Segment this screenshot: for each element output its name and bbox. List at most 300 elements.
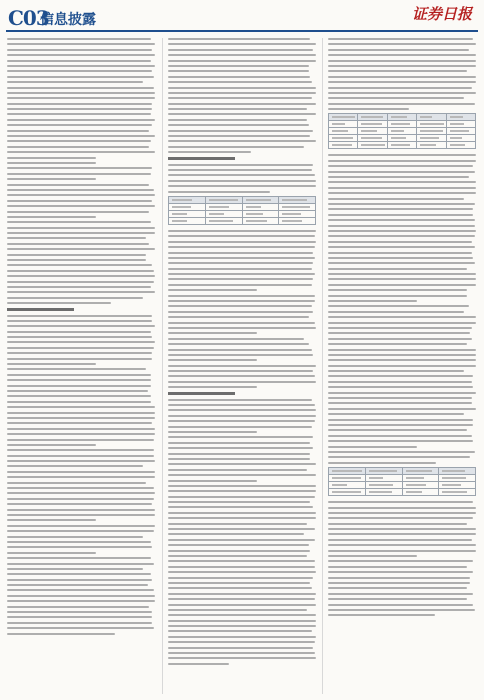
text-line <box>328 381 472 383</box>
table-cell <box>417 128 446 135</box>
data-table <box>328 113 476 149</box>
text-line <box>168 316 309 318</box>
text-line <box>7 302 111 304</box>
text-line <box>168 528 315 530</box>
text-line <box>7 167 152 169</box>
text-line <box>168 404 315 406</box>
text-line <box>168 343 309 345</box>
table-cell <box>365 482 402 489</box>
text-line <box>7 124 152 126</box>
text-line <box>7 579 152 581</box>
text-line <box>328 408 476 410</box>
table-cell <box>402 489 439 496</box>
text-line <box>328 550 476 552</box>
text-line <box>7 557 151 559</box>
text-line <box>328 451 475 453</box>
text-line <box>7 97 155 99</box>
text-line <box>168 381 316 383</box>
text-line <box>168 252 313 254</box>
text-line <box>328 268 467 270</box>
table-cell <box>387 135 416 142</box>
text-line <box>168 614 316 616</box>
text-line <box>328 181 476 183</box>
text-line <box>328 60 476 62</box>
table-cell <box>439 482 476 489</box>
table-cell <box>446 128 475 135</box>
text-line <box>7 568 143 570</box>
text-line <box>7 395 151 397</box>
text-line <box>168 65 309 67</box>
text-line <box>7 135 155 137</box>
text-line <box>7 487 154 489</box>
text-line <box>328 517 473 519</box>
text-line <box>328 235 475 237</box>
text-line <box>328 230 476 232</box>
text-line <box>328 160 476 162</box>
text-line <box>7 358 152 360</box>
table-cell <box>169 196 206 203</box>
table-cell <box>387 128 416 135</box>
table-cell <box>279 203 316 210</box>
page-number: C03 <box>8 6 49 30</box>
table-row <box>329 142 476 149</box>
text-line <box>7 428 155 430</box>
table-cell <box>387 121 416 128</box>
text-line <box>328 203 475 205</box>
text-line <box>7 194 155 196</box>
table-row <box>169 196 316 203</box>
text-line <box>168 598 315 600</box>
subheading <box>168 157 235 160</box>
text-line <box>328 397 472 399</box>
text-line <box>7 281 154 283</box>
text-line <box>7 70 152 72</box>
text-line <box>168 76 310 78</box>
text-line <box>168 151 251 153</box>
table-cell <box>329 489 366 496</box>
table-cell <box>329 114 358 121</box>
table-cell <box>387 114 416 121</box>
table-cell <box>242 196 279 203</box>
text-line <box>168 555 307 557</box>
text-line <box>168 593 316 595</box>
text-line <box>7 43 155 45</box>
text-line <box>168 327 316 329</box>
text-line <box>7 482 146 484</box>
text-line <box>168 284 312 286</box>
text-line <box>168 506 313 508</box>
text-line <box>168 43 316 45</box>
text-line <box>168 289 257 291</box>
text-line <box>328 375 473 377</box>
text-line <box>168 174 315 176</box>
text-line <box>7 325 155 327</box>
text-line <box>328 507 476 509</box>
text-line <box>7 465 143 467</box>
text-line <box>7 286 151 288</box>
table-row <box>329 482 476 489</box>
table-cell <box>358 114 387 121</box>
text-line <box>168 60 316 62</box>
text-line <box>7 54 155 56</box>
text-line <box>328 533 476 535</box>
text-line <box>168 523 307 525</box>
text-line <box>168 54 316 56</box>
text-line <box>168 230 316 232</box>
text-line <box>328 305 469 307</box>
table-row <box>169 217 316 224</box>
text-line <box>168 103 316 105</box>
table-row <box>329 489 476 496</box>
text-line <box>168 354 313 356</box>
text-line <box>7 519 96 521</box>
text-line <box>7 216 96 218</box>
text-line <box>168 447 313 449</box>
column-divider <box>322 38 323 694</box>
text-line <box>328 512 476 514</box>
text-line <box>328 501 473 503</box>
text-line <box>168 420 315 422</box>
text-line <box>168 295 315 297</box>
text-line <box>7 341 155 343</box>
text-line <box>7 211 149 213</box>
text-line <box>328 349 476 351</box>
text-line <box>328 555 417 557</box>
text-line <box>7 331 151 333</box>
text-line <box>328 92 476 94</box>
text-line <box>7 530 154 532</box>
text-line <box>7 140 151 142</box>
text-line <box>168 338 304 340</box>
text-line <box>7 471 155 473</box>
article-column-2 <box>168 38 316 694</box>
subheading <box>7 308 74 311</box>
text-line <box>328 598 467 600</box>
table-cell <box>387 142 416 149</box>
text-line <box>7 439 154 441</box>
text-line <box>168 146 304 148</box>
text-line <box>7 264 152 266</box>
table-cell <box>417 142 446 149</box>
text-line <box>328 354 476 356</box>
text-line <box>7 275 155 277</box>
text-line <box>7 108 152 110</box>
table-cell <box>439 475 476 482</box>
text-line <box>168 300 315 302</box>
text-line <box>168 135 310 137</box>
text-line <box>168 332 257 334</box>
text-line <box>7 243 149 245</box>
text-line <box>168 652 315 654</box>
text-line <box>7 541 151 543</box>
text-line <box>328 43 476 45</box>
data-table <box>168 196 316 225</box>
text-line <box>7 514 155 516</box>
text-line <box>168 113 316 115</box>
text-line <box>168 544 309 546</box>
text-line <box>168 124 309 126</box>
text-line <box>328 456 470 458</box>
text-line <box>168 119 307 121</box>
table-cell <box>439 489 476 496</box>
table-row <box>329 468 476 475</box>
text-line <box>168 458 310 460</box>
text-line <box>7 162 96 164</box>
text-line <box>168 647 313 649</box>
text-line <box>328 295 467 297</box>
text-line <box>328 192 476 194</box>
table-cell <box>329 482 366 489</box>
data-table <box>328 467 476 496</box>
table-cell <box>365 468 402 475</box>
text-line <box>168 180 316 182</box>
text-line <box>328 154 476 156</box>
newspaper-logo: 证券日报 <box>412 5 473 23</box>
table-cell <box>446 142 475 149</box>
table-cell <box>358 128 387 135</box>
text-line <box>328 609 475 611</box>
text-line <box>328 571 473 573</box>
text-line <box>168 311 313 313</box>
text-line <box>168 322 315 324</box>
text-line <box>328 338 472 340</box>
text-line <box>328 343 467 345</box>
text-line <box>7 525 155 527</box>
text-line <box>328 219 475 221</box>
text-line <box>7 119 155 121</box>
text-line <box>7 49 152 51</box>
text-line <box>7 584 148 586</box>
text-line <box>7 146 149 148</box>
text-line <box>328 187 476 189</box>
table-cell <box>205 210 242 217</box>
table-row <box>329 135 476 142</box>
text-line <box>7 173 151 175</box>
text-line <box>168 625 316 627</box>
text-line <box>7 65 155 67</box>
table-cell <box>279 196 316 203</box>
text-line <box>168 630 312 632</box>
text-line <box>328 370 464 372</box>
text-line <box>328 171 475 173</box>
text-line <box>168 365 316 367</box>
text-line <box>168 431 257 433</box>
text-line <box>168 273 315 275</box>
table-cell <box>402 475 439 482</box>
text-line <box>7 189 154 191</box>
text-line <box>168 268 312 270</box>
text-line <box>328 284 476 286</box>
text-line <box>7 503 152 505</box>
text-line <box>7 352 152 354</box>
text-line <box>168 257 315 259</box>
text-line <box>168 140 316 142</box>
text-line <box>328 587 467 589</box>
text-line <box>7 270 154 272</box>
text-line <box>328 582 470 584</box>
table-row <box>169 210 316 217</box>
text-line <box>7 92 155 94</box>
table-cell <box>417 114 446 121</box>
table-row <box>169 203 316 210</box>
text-line <box>328 262 475 264</box>
table-cell <box>169 203 206 210</box>
text-line <box>328 402 472 404</box>
text-line <box>328 604 473 606</box>
text-line <box>7 509 155 511</box>
text-line <box>7 455 154 457</box>
table-cell <box>169 210 206 217</box>
table-cell <box>439 468 476 475</box>
text-line <box>168 560 315 562</box>
text-line <box>328 359 476 361</box>
text-line <box>7 259 146 261</box>
table-cell <box>446 121 475 128</box>
text-line <box>168 415 316 417</box>
text-line <box>328 316 476 318</box>
text-line <box>328 566 467 568</box>
text-line <box>7 291 155 293</box>
text-line <box>328 214 473 216</box>
subheading <box>168 392 235 395</box>
text-line <box>328 273 476 275</box>
table-cell <box>205 217 242 224</box>
text-line <box>328 103 475 105</box>
text-line <box>7 563 154 565</box>
text-line <box>168 496 315 498</box>
text-line <box>7 417 155 419</box>
text-line <box>328 577 470 579</box>
text-line <box>328 332 470 334</box>
table-cell <box>329 142 358 149</box>
text-line <box>328 246 475 248</box>
text-line <box>168 164 313 166</box>
text-line <box>168 571 316 573</box>
table-cell <box>279 217 316 224</box>
text-line <box>168 262 313 264</box>
text-line <box>168 566 315 568</box>
text-line <box>7 151 155 153</box>
text-line <box>7 444 96 446</box>
text-line <box>168 663 229 665</box>
text-line <box>168 469 307 471</box>
text-line <box>168 539 315 541</box>
text-line <box>7 406 155 408</box>
table-cell <box>358 142 387 149</box>
table-cell <box>358 121 387 128</box>
text-line <box>7 379 151 381</box>
article-column-3 <box>328 38 476 694</box>
text-line <box>168 386 257 388</box>
text-line <box>7 573 151 575</box>
table-cell <box>242 203 279 210</box>
text-line <box>168 582 310 584</box>
text-line <box>328 225 475 227</box>
text-line <box>328 76 476 78</box>
text-line <box>168 490 316 492</box>
text-line <box>168 409 316 411</box>
text-line <box>7 611 152 613</box>
text-line <box>7 227 155 229</box>
text-line <box>7 103 152 105</box>
text-line <box>168 49 313 51</box>
text-line <box>7 401 151 403</box>
text-line <box>168 533 304 535</box>
text-line <box>168 426 312 428</box>
text-line <box>328 544 476 546</box>
text-line <box>328 440 473 442</box>
text-line <box>7 627 154 629</box>
text-line <box>168 81 312 83</box>
table-cell <box>329 128 358 135</box>
text-line <box>328 176 469 178</box>
text-line <box>7 254 146 256</box>
text-line <box>7 546 152 548</box>
table-cell <box>242 217 279 224</box>
text-line <box>7 536 143 538</box>
text-line <box>7 315 152 317</box>
text-line <box>168 375 315 377</box>
text-line <box>328 523 467 525</box>
text-line <box>328 462 436 464</box>
text-line <box>168 87 316 89</box>
text-line <box>7 476 155 478</box>
text-line <box>7 385 151 387</box>
text-line <box>328 49 469 51</box>
table-row <box>329 128 476 135</box>
text-line <box>168 169 312 171</box>
text-line <box>7 87 154 89</box>
text-line <box>328 392 476 394</box>
text-line <box>7 60 151 62</box>
text-line <box>7 422 152 424</box>
text-line <box>328 70 467 72</box>
text-line <box>168 278 313 280</box>
text-line <box>328 614 435 616</box>
table-cell <box>402 482 439 489</box>
text-line <box>7 157 96 159</box>
text-line <box>328 322 476 324</box>
table-cell <box>279 210 316 217</box>
text-line <box>7 221 151 223</box>
table-cell <box>446 114 475 121</box>
text-line <box>328 429 467 431</box>
text-line <box>168 359 257 361</box>
text-line <box>7 38 151 40</box>
text-line <box>328 446 417 448</box>
text-line <box>168 587 312 589</box>
text-line <box>168 305 312 307</box>
page-header <box>0 0 484 34</box>
text-line <box>7 200 152 202</box>
text-line <box>328 198 464 200</box>
table-cell <box>329 135 358 142</box>
text-line <box>7 433 155 435</box>
text-line <box>7 113 151 115</box>
text-line <box>328 593 473 595</box>
table-cell <box>446 135 475 142</box>
text-line <box>7 248 155 250</box>
text-line <box>328 278 476 280</box>
text-line <box>7 492 155 494</box>
text-line <box>168 517 316 519</box>
text-line <box>328 413 464 415</box>
text-line <box>168 463 316 465</box>
text-line <box>168 453 310 455</box>
text-line <box>7 589 154 591</box>
text-line <box>168 604 316 606</box>
text-line <box>168 657 316 659</box>
